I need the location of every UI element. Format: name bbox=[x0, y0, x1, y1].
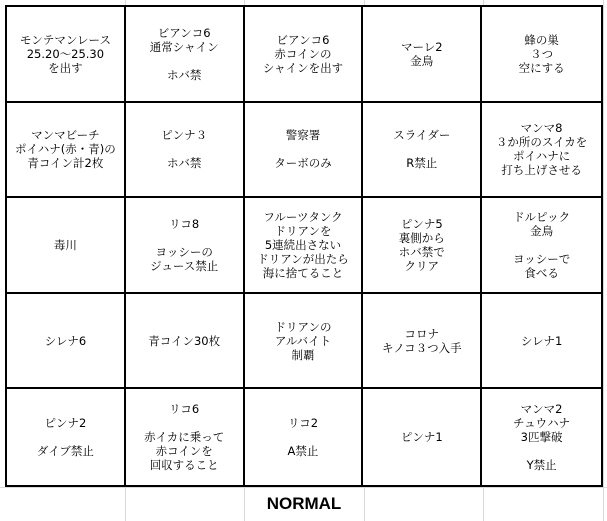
bingo-cell[interactable]: コロナ キノコ３つ入手 bbox=[363, 294, 482, 390]
mode-label: NORMAL bbox=[266, 494, 342, 513]
bingo-cell[interactable]: リコ8 ヨッシーの ジュース禁止 bbox=[126, 198, 245, 294]
bingo-cell[interactable]: 警察署 ターボのみ bbox=[245, 103, 364, 199]
bingo-cell[interactable]: ビアンコ6 赤コインの シャインを出す bbox=[245, 7, 364, 103]
bingo-cell[interactable]: 毒川 bbox=[7, 198, 126, 294]
bingo-board bbox=[5, 5, 603, 487]
bingo-cell[interactable]: ドリアンの アルバイト 制覇 bbox=[245, 294, 364, 390]
bingo-cell[interactable]: ピンナ３ ホバ禁 bbox=[126, 103, 245, 199]
bingo-cell[interactable]: スライダー R禁止 bbox=[363, 103, 482, 199]
footer-row bbox=[5, 487, 603, 521]
bingo-cell[interactable]: 蜂の巣 ３つ 空にする bbox=[482, 7, 601, 103]
bingo-cell[interactable]: マーレ2 金鳥 bbox=[363, 7, 482, 103]
bingo-cell[interactable]: ドルピック 金鳥 ヨッシーで 食べる bbox=[482, 198, 601, 294]
bingo-cell[interactable]: ピンナ2 ダイブ禁止 bbox=[7, 389, 126, 485]
bingo-cell[interactable]: リコ2 A禁止 bbox=[245, 389, 364, 485]
bingo-cell[interactable]: シレナ1 bbox=[482, 294, 601, 390]
bingo-cell[interactable]: シレナ6 bbox=[7, 294, 126, 390]
bingo-cell[interactable]: ビアンコ6 通常シャイン ホバ禁 bbox=[126, 7, 245, 103]
bingo-cell[interactable]: 青コイン30枚 bbox=[126, 294, 245, 390]
bingo-cell[interactable]: モンテマンレース 25.20〜25.30 を出す bbox=[7, 7, 126, 103]
bingo-cell[interactable]: マンマ2 チュウハナ 3匹撃破 Y禁止 bbox=[513, 402, 571, 473]
bingo-cell[interactable]: リコ6 赤イカに乗って 赤コインを 回収すること bbox=[126, 389, 245, 485]
bingo-cell[interactable]: ピンナ5 裏側から ホバ禁で クリア bbox=[363, 198, 482, 294]
bingo-cell[interactable]: マンマ8 ３か所のスイカを ポイハナに 打ち上げさせる bbox=[482, 103, 601, 199]
bingo-cell[interactable]: フルーツタンク ドリアンを 5連続出さない ドリアンが出たら 海に捨てること bbox=[245, 198, 364, 294]
bingo-cell[interactable]: マンマビーチ ポイハナ(赤・青)の 青コイン計2枚 bbox=[7, 103, 126, 199]
bingo-cell[interactable]: ピンナ1 bbox=[363, 389, 482, 485]
